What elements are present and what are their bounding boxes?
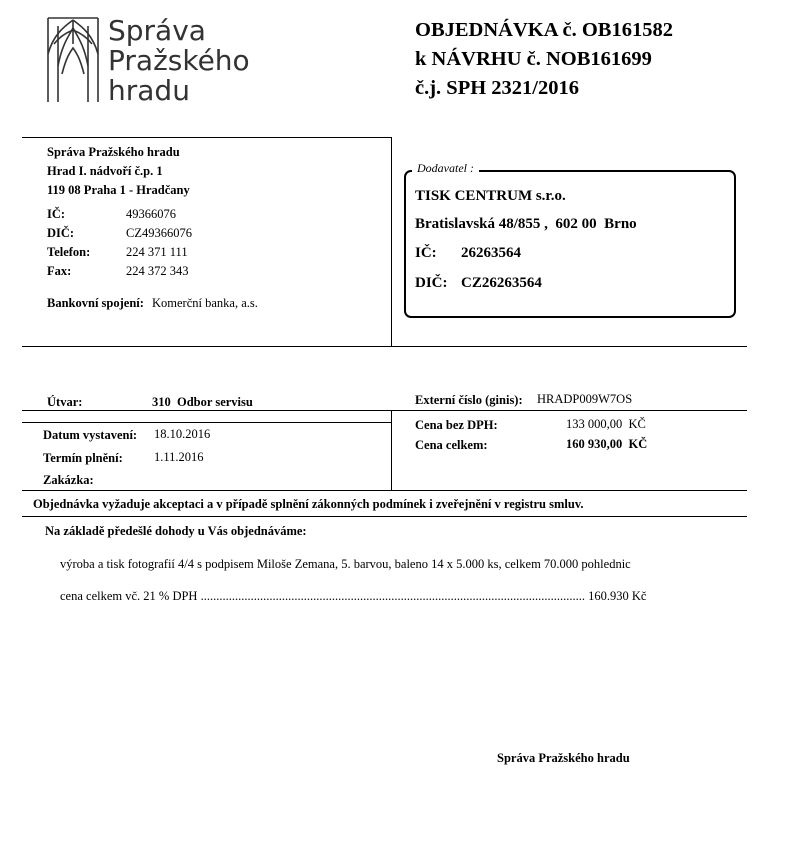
price-net-label: Cena bez DPH: (415, 418, 498, 432)
castle-arch-icon (44, 14, 102, 106)
proposal-number: k NÁVRHU č. NOB161699 (415, 48, 652, 70)
buyer-phone-label: Telefon: (47, 245, 91, 259)
order-item: výroba a tisk fotografií 4/4 s podpisem Miloše Zemana, 5. barvou, baleno 14 x 5.000 ks, celkem 70.000 pohlednic (60, 557, 631, 571)
order-price-line: cena celkem vč. 21 % DPH ........................................................................................................................... 160.930 Kč (60, 589, 647, 603)
signature: Správa Pražského hradu (497, 751, 630, 765)
buyer-name: Správa Pražského hradu (47, 145, 180, 159)
due-date: 1.11.2016 (154, 450, 204, 464)
price-total: 160 930,00 KČ (566, 437, 648, 451)
buyer-bank-label: Bankovní spojení: (47, 296, 144, 310)
logo (44, 14, 254, 106)
supplier-ic-label: IČ: (415, 245, 437, 261)
supplier-name: TISK CENTRUM s.r.o. (415, 188, 566, 204)
order-header (415, 16, 673, 103)
unit-value: 310 Odbor servisu (152, 395, 253, 409)
buyer-fax: 224 372 343 (126, 264, 189, 278)
order-number: OBJEDNÁVKA č. OB161582 (415, 19, 673, 41)
buyer-address-2: 119 08 Praha 1 - Hradčany (47, 183, 190, 197)
issue-date-label: Datum vystavení: (43, 428, 138, 442)
order-intro: Na základě předešlé dohody u Vás objednáváme: (45, 524, 307, 538)
supplier-dic: CZ26263564 (461, 275, 542, 291)
issue-date: 18.10.2016 (154, 427, 211, 441)
unit-label: Útvar: (47, 395, 83, 409)
supplier-ic: 26263564 (461, 245, 521, 261)
supplier-address: Bratislavská 48/855 , 602 00 Brno (415, 216, 637, 232)
buyer-bank: Komerční banka, a.s. (152, 296, 258, 310)
logo-line-3: hradu (108, 74, 190, 107)
buyer-dic-label: DIČ: (47, 226, 75, 240)
buyer-dic: CZ49366076 (126, 226, 192, 240)
external-number: HRADP009W7OS (537, 392, 633, 406)
logo-line-2: Pražského (108, 44, 250, 77)
due-date-label: Termín plnění: (43, 451, 123, 465)
buyer-address-1: Hrad I. nádvoří č.p. 1 (47, 164, 163, 178)
supplier-dic-label: DIČ: (415, 275, 448, 291)
supplier-legend: Dodavatel : (412, 161, 479, 176)
external-number-label: Externí číslo (ginis): (415, 393, 523, 407)
buyer-phone: 224 371 111 (126, 245, 188, 259)
buyer-ic-label: IČ: (47, 207, 66, 221)
price-net: 133 000,00 KČ (566, 417, 646, 431)
price-total-label: Cena celkem: (415, 438, 488, 452)
buyer-ic: 49366076 (126, 207, 176, 221)
reference-number: č.j. SPH 2321/2016 (415, 77, 579, 99)
buyer-fax-label: Fax: (47, 264, 72, 278)
registry-notice: Objednávka vyžaduje akceptaci a v případě splnění zákonných podmínek i zveřejnění v registru smluv. (33, 497, 584, 511)
contract-label: Zakázka: (43, 473, 94, 487)
logo-line-1: Správa (108, 14, 206, 47)
